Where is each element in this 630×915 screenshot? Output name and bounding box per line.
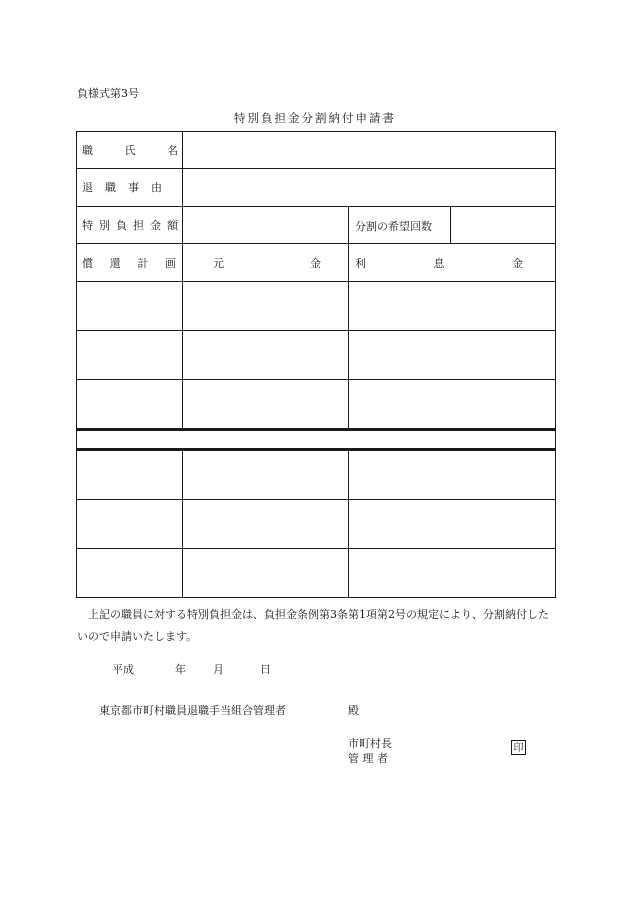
repayment-plan-label: 償 還 計 画 [82, 257, 176, 270]
date-era: 平成 [112, 663, 134, 676]
date-month: 月 [213, 663, 224, 676]
applicant-title-line2: 管 理 者 [348, 752, 388, 765]
special-contribution-amount-label: 特 別 負 担 金 額 [82, 219, 178, 232]
applicant-title [348, 736, 392, 766]
date-year: 年 [175, 663, 186, 676]
installment-count-label: 分割の希望回数 [355, 220, 432, 233]
principal-column-header: 元 金 [213, 257, 321, 270]
form-title: 特別負担金分割納付申請書 [234, 111, 396, 125]
seal-mark: 印 [511, 740, 526, 755]
application-statement: 上記の職員に対する特別負担金は、負担金条例第3条第1項第2号の規定により、分割納付したいので申請いたします。 [77, 608, 549, 643]
applicant-title-line1: 市町村長 [348, 737, 392, 750]
form-number: 負様式第3号 [77, 87, 139, 100]
retirement-reason-label: 退 職 事 由 [82, 181, 162, 194]
date-day: 日 [260, 663, 271, 676]
interest-column-header: 利 息 金 [355, 257, 523, 270]
name-label: 職 氏 名 [82, 144, 178, 157]
honorific: 殿 [348, 704, 359, 717]
addressee: 東京都市町村職員退職手当組合管理者 [99, 704, 286, 717]
